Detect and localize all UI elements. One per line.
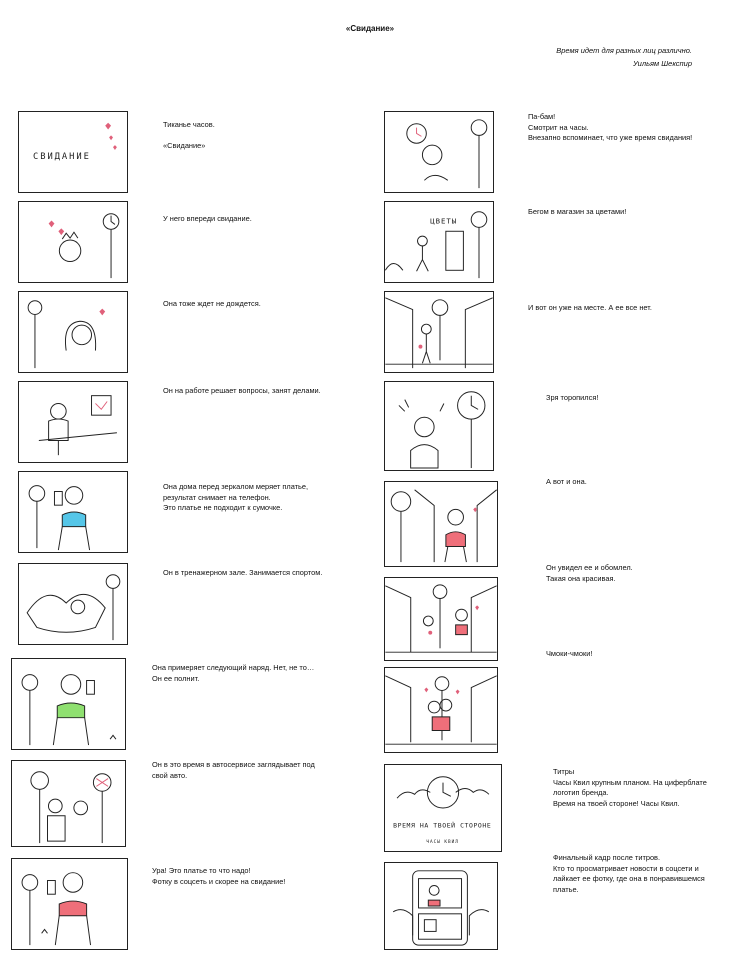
storyboard-frame bbox=[384, 862, 498, 950]
caption-line: Часы Квил крупным планом. На циферблате bbox=[553, 777, 707, 787]
scene-caption bbox=[152, 866, 285, 887]
caption-line: Он на работе решает вопросы, занят делами. bbox=[163, 386, 321, 395]
caption-line: Смотрит на часы. bbox=[528, 122, 589, 132]
brand-logo-text: ЧАСЫ КВИЛ bbox=[426, 840, 459, 846]
frame-title-text: СВИДАНИЕ bbox=[33, 151, 91, 162]
caption-line: Финальный кадр после титров. bbox=[553, 853, 661, 862]
caption-line: Она дома перед зеркалом меряет платье, bbox=[163, 482, 309, 491]
caption-line: «Свидание» bbox=[163, 140, 206, 150]
caption-line: Он ее полнит. bbox=[152, 673, 200, 683]
storyboard-frame bbox=[18, 471, 128, 553]
scene-caption bbox=[546, 649, 592, 660]
storyboard-frame bbox=[384, 291, 494, 373]
storyboard-frame bbox=[384, 381, 494, 471]
caption-line: Он в это время в автосервисе заглядывает под bbox=[152, 760, 315, 769]
epigraph-author: Уильям Шекспир bbox=[632, 59, 692, 68]
caption-line: Ура! Это платье то что надо! bbox=[152, 866, 251, 875]
storyboard-frame bbox=[18, 291, 128, 373]
scene-caption bbox=[163, 568, 322, 579]
storyboard-frame bbox=[11, 658, 126, 750]
scene-caption bbox=[163, 214, 252, 225]
caption-line: Титры bbox=[553, 767, 575, 776]
caption-line: Па-бам! bbox=[528, 112, 556, 121]
caption-line: И вот он уже на месте. А ее все нет. bbox=[528, 303, 652, 312]
scene-caption bbox=[163, 299, 261, 310]
caption-line: свой авто. bbox=[152, 770, 188, 780]
epigraph-quote: Время идет для разных лиц различно. bbox=[556, 46, 692, 55]
slogan-text: ВРЕМЯ НА ТВОЕЙ СТОРОНЕ bbox=[393, 821, 492, 830]
scene-caption bbox=[163, 482, 308, 514]
caption-line: Кто то просматривает новости в соцсети и bbox=[553, 863, 699, 873]
storyboard-frame bbox=[18, 111, 128, 193]
caption-line: А вот и она. bbox=[546, 477, 587, 486]
caption-line: логотип бренда. bbox=[553, 788, 609, 798]
caption-line: Зря торопился! bbox=[546, 393, 599, 402]
caption-line: результат снимает на телефон. bbox=[163, 492, 271, 502]
scene-caption bbox=[546, 393, 598, 404]
caption-line: Время на твоей стороне! Часы Квил. bbox=[553, 798, 680, 808]
caption-line: Чмоки-чмоки! bbox=[546, 649, 593, 658]
epigraph bbox=[556, 44, 692, 70]
document-title: «Свидание» bbox=[345, 24, 395, 33]
scene-caption bbox=[152, 760, 315, 781]
scene-caption bbox=[528, 207, 626, 218]
storyboard-frame bbox=[11, 858, 128, 950]
scene-caption bbox=[553, 853, 705, 895]
caption-line: Она примеряет следующий наряд. Нет, не то… bbox=[152, 663, 315, 672]
scene-caption bbox=[163, 386, 321, 397]
caption-line: Это платье не подходит к сумочке. bbox=[163, 503, 283, 513]
caption-line: Такая она красивая. bbox=[546, 573, 616, 583]
caption-line: У него впереди свидание. bbox=[163, 214, 252, 223]
storyboard-frame bbox=[384, 667, 498, 753]
scene-caption bbox=[528, 112, 692, 144]
shop-sign-text: ЦВЕТЫ bbox=[430, 216, 458, 226]
scene-caption bbox=[546, 477, 587, 488]
scene-caption bbox=[546, 563, 633, 584]
storyboard-frame bbox=[384, 764, 502, 852]
storyboard-frame bbox=[18, 563, 128, 645]
caption-line: лайкает ее фотку, где она в понравившемся bbox=[553, 874, 705, 884]
caption-line: Бегом в магазин за цветами! bbox=[528, 207, 627, 216]
storyboard-frame bbox=[384, 111, 494, 193]
storyboard-frame bbox=[18, 381, 128, 463]
storyboard-frame bbox=[384, 577, 498, 661]
caption-line: Внезапно вспоминает, что уже время свидания! bbox=[528, 133, 693, 143]
caption-line bbox=[163, 131, 215, 141]
caption-line: Фотку в соцсеть и скорее на свидание! bbox=[152, 876, 286, 886]
caption-line: платье. bbox=[553, 884, 579, 894]
caption-line: Тиканье часов. bbox=[163, 120, 215, 129]
storyboard-frame bbox=[384, 201, 494, 283]
caption-line: Она тоже ждет не дождется. bbox=[163, 299, 261, 308]
caption-line: Он увидел ее и обомлел. bbox=[546, 563, 633, 572]
scene-caption bbox=[553, 767, 707, 809]
storyboard-frame bbox=[384, 481, 498, 567]
scene-caption bbox=[528, 303, 652, 314]
storyboard-frame bbox=[18, 201, 128, 283]
scene-caption bbox=[163, 120, 215, 151]
scene-caption bbox=[152, 663, 314, 684]
caption-line: Он в тренажерном зале. Занимается спортом. bbox=[163, 568, 323, 577]
storyboard-frame bbox=[11, 760, 126, 847]
